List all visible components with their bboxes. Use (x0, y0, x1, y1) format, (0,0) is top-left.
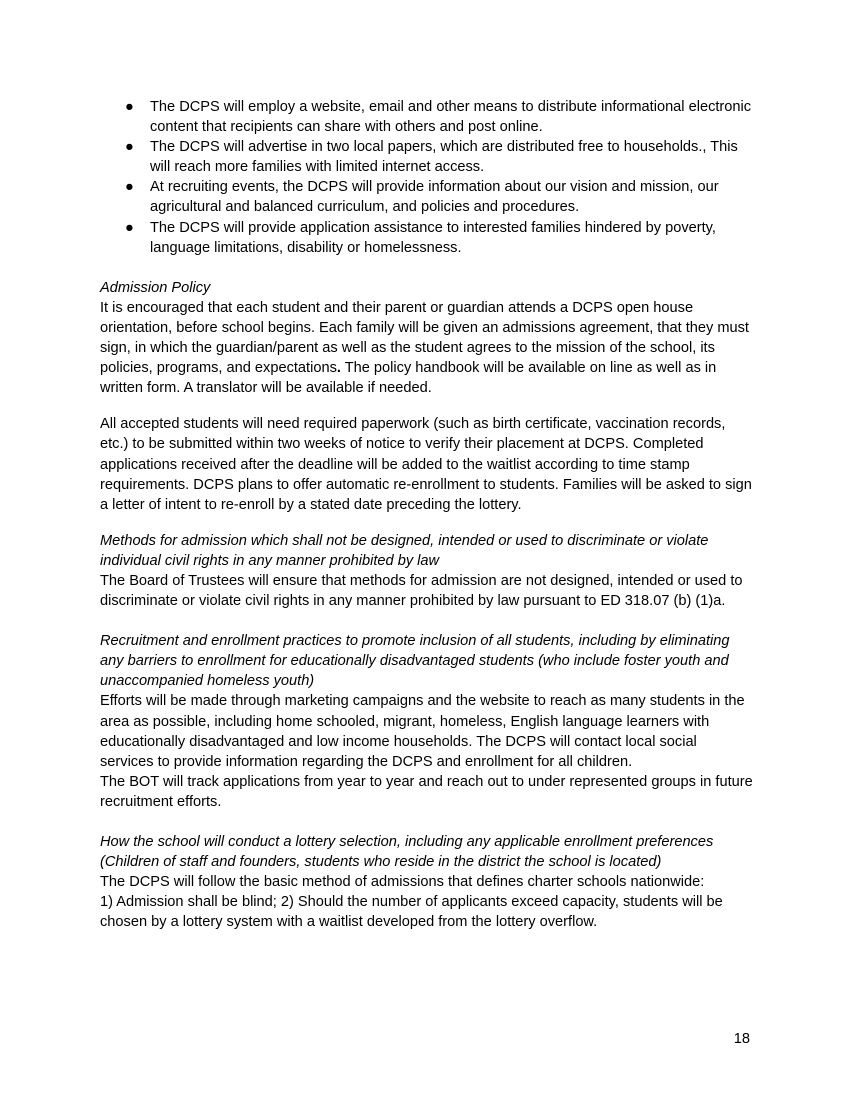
section-heading: Recruitment and enrollment practices to promote inclusion of all students, including by eliminating any barriers to enrollment for educationally disadvantaged students (who include foster youth and unaccompanied homeless youth) (100, 633, 730, 690)
methods-section (100, 531, 754, 611)
section-heading: Admission Policy (100, 279, 211, 296)
bullet-text: At recruiting events, the DCPS will provide information about our vision and mission, our agricultural and balanced curriculum, and policies and procedures. (150, 179, 719, 216)
paragraph-text: The policy handbook will be available on line as well as in written form. A translator will be available if needed. (100, 360, 717, 397)
list-item (100, 137, 754, 177)
paragraph: The Board of Trustees will ensure that methods for admission are not designed, intended or used to discriminate or violate civil rights in any manner prohibited by law pursuant to ED 318.07 (b) (1)a. (100, 572, 743, 610)
bullet-text: The DCPS will advertise in two local papers, which are distributed free to households., This will reach more families with limited internet access. (150, 139, 738, 176)
paragraph-text: It is encouraged that each student and their parent or guardian attends a DCPS open house orientation, before school begins. Each family will be given an admissions agreement, that they must sign, in which the guardian/parent as well as the student agrees to the mission of the school, its policies, programs, and expectations (100, 299, 749, 377)
list-item (100, 97, 754, 137)
bullet-icon: ● (125, 99, 134, 115)
paragraph: All accepted students will need required paperwork (such as birth certificate, vaccination records, etc.) to be submitted within two weeks of notice to verify their placement at DCPS. Completed applications received after the deadline will be added to the waitlist according to time stamp requirements. DCPS plans to offer automatic re-enrollment to students. Families will be asked to sign a letter of intent to re-enroll by a stated date preceding the lottery. (100, 416, 752, 513)
paragraph (100, 298, 754, 398)
bold-period: . (336, 360, 341, 377)
paragraph: 1) Admission shall be blind; 2) Should the number of applicants exceed capacity, students will be chosen by a lottery system with a waitlist developed from the lottery overflow. (100, 894, 723, 931)
page-number: 18 (733, 1031, 750, 1047)
bullet-text: The DCPS will employ a website, email and other means to distribute informational electronic content that recipients can share with others and post online. (150, 99, 752, 136)
list-item (100, 177, 754, 217)
bullet-text: The DCPS will provide application assistance to interested families hindered by poverty, language limitations, disability or homelessness. (150, 219, 716, 256)
bullet-icon: ● (125, 139, 134, 156)
paragraph: The BOT will track applications from year to year and reach out to under represented groups in future recruitment efforts. (100, 773, 753, 810)
recruitment-section (100, 631, 754, 812)
section-heading: Methods for admission which shall not be designed, intended or used to discriminate or violate individual civil rights in any manner prohibited by law (100, 532, 709, 569)
list-item (100, 218, 754, 258)
lottery-section (100, 832, 754, 932)
paragraph: Efforts will be made through marketing campaigns and the website to reach as many students in the area as possible, including home schooled, migrant, homeless, English language learners with educationally disadvantaged and low income households. The DCPS will contact local social services to provide information regarding the DCPS and enrollment for all children. (100, 693, 745, 770)
bullet-icon: ● (125, 179, 134, 196)
outreach-bullet-list (100, 97, 754, 258)
admission-policy-section (100, 278, 754, 399)
page-content (100, 97, 754, 948)
bullet-icon: ● (125, 219, 134, 236)
section-heading: How the school will conduct a lottery selection, including any applicable enrollment preferences (Children of staff and founders, students who reside in the district the school is located) (100, 834, 714, 871)
paperwork-section (100, 414, 754, 514)
paragraph: The DCPS will follow the basic method of admissions that defines charter schools nationwide: (100, 874, 705, 891)
